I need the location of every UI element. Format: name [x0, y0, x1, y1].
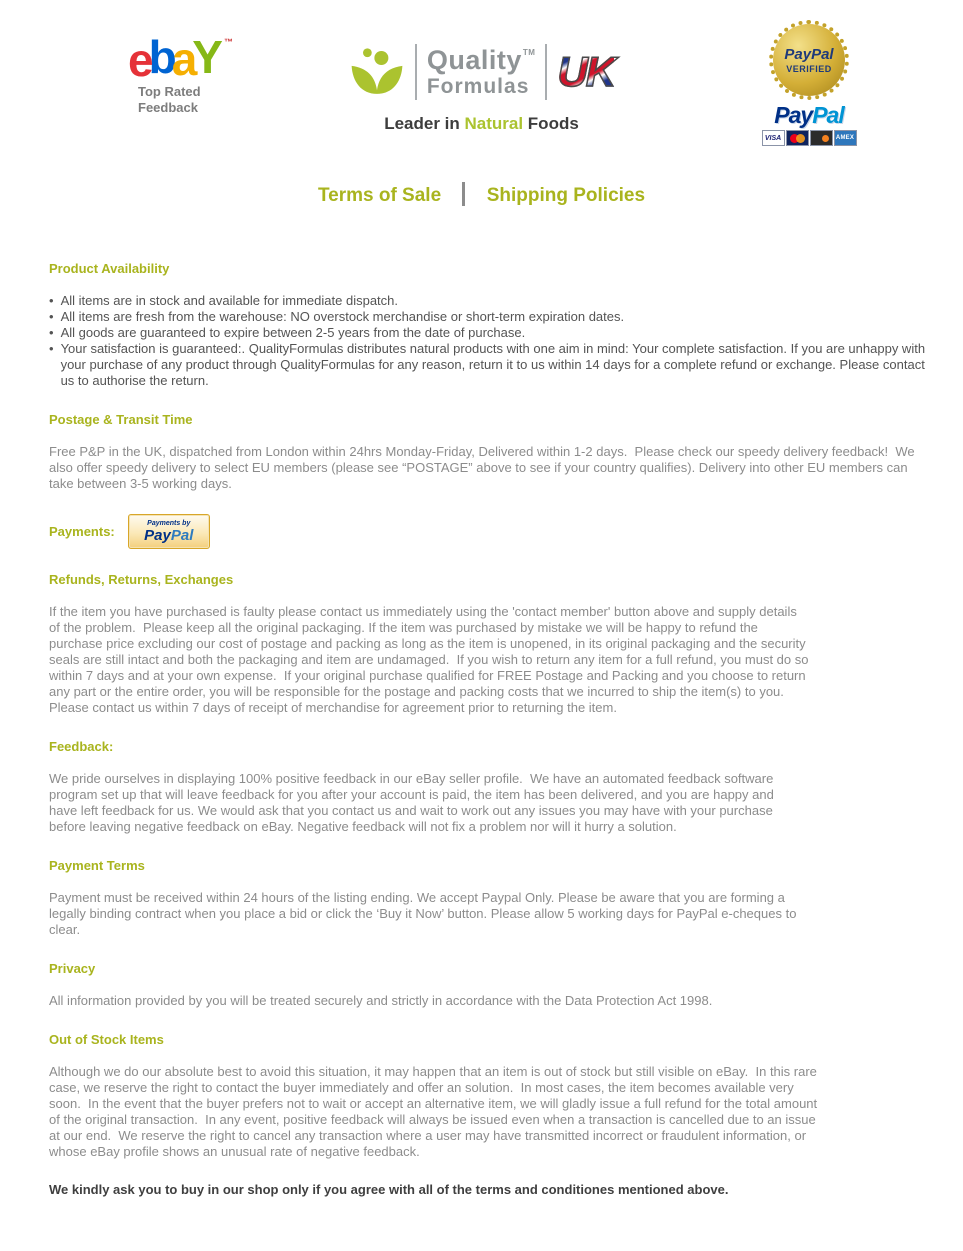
payments-by-paypal-button[interactable]	[128, 514, 210, 549]
refunds-body: If the item you have purchased is faulty please contact us immediately using the 'contact member' button above and supply details of the problem. Please keep all the original packaging. If the item was purchased by mistake we will be happy to refund the purchase price excluding our cost of postage and packing as long as the item is unopened, in its original packaging and the security seals are still intact and both the packaging and item are undamaged. If you wish to return any item for a full refund, you must do so within 7 days and at your own expense. If your original purchase qualified for FREE Postage and Packing and you choose to return any part or the entire order, you will be responsible for the postage and packing costs that we incurred to ship the item(s) to you. Please contact us within 7 days of receipt of merchandise for agreement prior to returning the item.	[49, 604, 813, 715]
list-item-text: • All items are in stock and available for immediate dispatch.	[60, 293, 398, 308]
section-postage	[49, 412, 928, 492]
ebay-caption-line1: Top Rated	[138, 84, 201, 99]
paypal-logo-pal: Pal	[812, 102, 844, 128]
ebay-letter-y: Y	[192, 31, 218, 83]
brand-name-line2: Formulas	[426, 75, 530, 98]
payments-row	[49, 514, 928, 549]
ebay-trademark: ™	[223, 37, 233, 47]
ebay-logo-block	[128, 31, 233, 117]
payment-terms-body: Payment must be received within 24 hours of the listing ending. We accept Paypal Only. Please be aware that you are forming a legally binding contract when you place a bid or click the ‘Buy it Now’ button. Please allow 5 working days for PayPal e-cheques to clear.	[49, 890, 801, 937]
product-availability-list	[49, 293, 928, 389]
brand-name	[427, 47, 536, 97]
brand-trademark: TM	[522, 48, 536, 57]
list-item	[49, 325, 928, 341]
tagline-suffix: Foods	[523, 114, 579, 133]
visa-card-icon	[762, 130, 785, 146]
list-item	[49, 293, 928, 309]
logo-divider	[545, 44, 547, 100]
paypal-logo-pay: Pay	[774, 102, 813, 128]
ebay-caption	[128, 84, 233, 117]
out-of-stock-heading: Out of Stock Items	[49, 1032, 164, 1047]
postage-body: Free P&P in the UK, dispatched from London within 24hrs Monday-Friday, Delivered within 1-2 days. Please check our speedy delivery feedback! We also offer speedy delivery to select EU members (please see “POSTAGE” above to see if your country qualifies). Delivery into other EU members can take between 3-5 working days.	[49, 444, 919, 491]
terms-content	[0, 261, 963, 1251]
tab-shipping-policies[interactable]: Shipping Policies	[486, 185, 646, 206]
paypal-logo	[759, 104, 859, 127]
paypal-badges	[759, 24, 859, 146]
section-privacy	[49, 961, 928, 1009]
discover-card-icon	[810, 130, 833, 146]
list-item	[49, 309, 928, 325]
postage-heading: Postage & Transit Time	[49, 412, 193, 427]
title-divider	[462, 182, 465, 206]
section-out-of-stock	[49, 1032, 928, 1160]
quality-formulas-logo	[342, 44, 622, 134]
payment-terms-heading: Payment Terms	[49, 858, 145, 873]
amex-label: AMEX	[835, 135, 855, 141]
tab-terms-of-sale[interactable]: Terms of Sale	[317, 185, 442, 206]
ebay-letter-b: b	[148, 31, 172, 83]
uk-flag-text: UK	[557, 48, 615, 95]
paypal-button-pal: Pal	[170, 527, 194, 544]
paypal-verified-seal-icon	[773, 24, 845, 96]
accepted-cards-strip	[759, 130, 859, 146]
ebay-logo	[128, 31, 233, 86]
list-item	[49, 341, 928, 389]
ebay-caption-line2: Feedback	[138, 100, 198, 116]
list-item-text: • All items are fresh from the warehouse: NO overstock merchandise or short-term expiration dates.	[60, 309, 625, 324]
logo-divider	[415, 44, 417, 100]
ebay-letter-a: a	[171, 33, 193, 85]
privacy-heading: Privacy	[49, 961, 96, 976]
paypal-button-pay: Pay	[144, 527, 171, 544]
footer-note: We kindly ask you to buy in our shop only if you agree with all of the terms and conditiones mentioned above.	[49, 1182, 729, 1197]
page-title	[0, 182, 963, 207]
leaf-icon	[349, 46, 405, 98]
privacy-body: All information provided by you will be treated securely and strictly in accordance with the Data Protection Act 1998.	[49, 993, 713, 1008]
amex-card-icon	[834, 130, 857, 146]
product-availability-heading: Product Availability	[49, 261, 170, 276]
seal-paypal-text: PayPal	[784, 45, 834, 63]
brand-tagline	[342, 114, 622, 134]
mastercard-icon	[786, 130, 809, 146]
section-payment-terms	[49, 858, 928, 938]
list-item-text: • All goods are guaranteed to expire between 2-5 years from the date of purchase.	[60, 325, 526, 340]
feedback-body: We pride ourselves in displaying 100% positive feedback in our eBay seller profile. We have an automated feedback software program set up that will leave feedback for you after your account is paid, the item has been delivered, and you are happy and have left feedback for us. We would ask that you contact us and wait to work out any issues you may have with your purchase before leaving negative feedback on eBay. Negative feedback will not fix a problem nor will it hurry a solution.	[49, 771, 778, 834]
brand-name-line1: Quality	[426, 45, 522, 75]
section-feedback	[49, 739, 928, 835]
out-of-stock-body: Although we do our absolute best to avoid this situation, it may happen that an item is out of stock but still visible on eBay. In this rare case, we reserve the right to contact the buyer immediately and offer an solution. In most cases, the item becomes available very soon. In the event that the buyer prefers not to wait or accept an alternative item, we will gladly issue a full refund for the total amount of the original transaction. In any event, positive feedback will always be issued even when a transaction is cancelled due to an issue at our end. We reserve the right to cancel any transaction where a user may have transmitted incorrect or fraudulent information, or whose eBay profile shows an unusual rate of negative feedback.	[49, 1064, 821, 1159]
paypal-button-line1: Payments by	[147, 520, 191, 527]
tagline-prefix: Leader in	[384, 114, 465, 133]
ebay-letter-e: e	[128, 34, 149, 86]
section-product-availability	[49, 261, 928, 389]
visa-label: VISA	[764, 134, 782, 142]
paypal-button-line2	[144, 528, 193, 543]
tagline-highlight: Natural	[464, 114, 524, 133]
seal-verified-text: VERIFIED	[786, 63, 832, 74]
payments-label: Payments:	[49, 523, 115, 539]
list-item-text: • Your satisfaction is guaranteed:. QualityFormulas distributes natural products with one aim in mind: Your complete satisfaction. If you are unhappy with your purchase of any product through QualityFormulas for any reason, return it to us within 14 days for a complete refund or exchange. Please contact us to authorise the return.	[60, 341, 926, 388]
feedback-heading: Feedback:	[49, 739, 114, 754]
header	[0, 0, 963, 142]
refunds-heading: Refunds, Returns, Exchanges	[49, 572, 234, 587]
section-refunds	[49, 572, 928, 716]
